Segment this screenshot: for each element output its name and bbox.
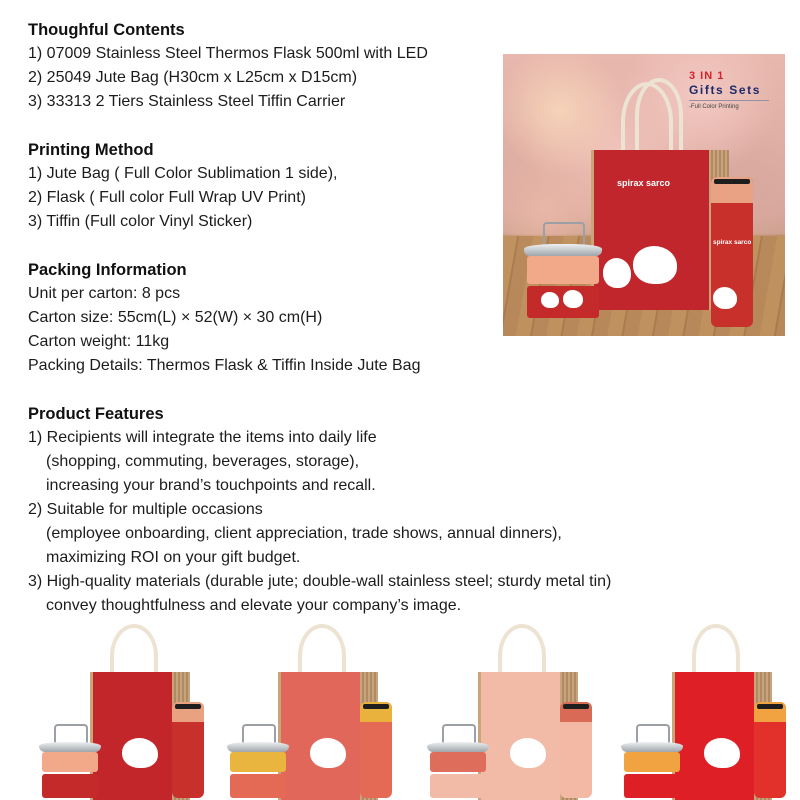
tiffin-carrier (42, 742, 98, 798)
horse-motif (563, 290, 583, 308)
tag-3in1: 3 IN 1 (689, 70, 725, 82)
tiffin-lid (39, 742, 101, 752)
brand-logo: spirax sarco (713, 239, 752, 246)
variant-thumbnail-4 (612, 620, 792, 800)
thermos-flask (754, 702, 786, 798)
led-display (563, 704, 590, 709)
led-display (757, 704, 784, 709)
tiffin-tier-top (430, 752, 486, 772)
section-title: Thoughful Contents (28, 21, 185, 39)
tiffin-tier-bottom (42, 774, 98, 798)
jute-bag (478, 672, 560, 800)
led-display (175, 704, 202, 709)
printing-item: 2) Flask ( Full color Full Wrap UV Print) (28, 189, 306, 206)
jute-bag (591, 150, 709, 310)
jute-bag (278, 672, 360, 800)
feature-item: 3) High-quality materials (durable jute; double-wall stainless steel; sturdy metal tin) (28, 573, 612, 590)
bag-front (278, 672, 360, 800)
section-title: Packing Information (28, 261, 187, 279)
tiffin-lid (524, 244, 602, 256)
feature-item: 2) Suitable for multiple occasions (28, 501, 263, 518)
content-item: 1) 07009 Stainless Steel Thermos Flask 500ml with LED (28, 45, 428, 62)
tag-full-color: -Full Color Printing (689, 104, 739, 110)
section-title: Product Features (28, 405, 164, 423)
tiffin-carrier (230, 742, 286, 798)
tag-gift-sets: Gifts Sets (689, 83, 762, 97)
feature-item: (shopping, commuting, beverages, storage), (46, 453, 360, 470)
variant-thumbnail-2 (218, 620, 398, 800)
thermos-flask (711, 177, 753, 327)
content-item: 3) 33313 2 Tiers Stainless Steel Tiffin Carrier (28, 93, 346, 110)
tiffin-tier-top (624, 752, 680, 772)
tag-divider (689, 100, 769, 101)
section-title: Printing Method (28, 141, 154, 159)
thermos-flask (172, 702, 204, 798)
tiffin-tier-top (42, 752, 98, 772)
section-contents (28, 18, 508, 114)
feature-item: (employee onboarding, client appreciation, trade shows, annual dinners), (46, 525, 562, 542)
section-printing (28, 138, 508, 234)
variant-thumbnail-1 (30, 620, 210, 800)
tiffin-carrier (624, 742, 680, 798)
horse-motif (122, 738, 158, 768)
horse-motif (310, 738, 346, 768)
tiffin-lid (427, 742, 489, 752)
bag-handle (635, 78, 683, 152)
product-description (28, 18, 612, 642)
tiffin-tier-top (527, 256, 599, 284)
variant-thumbnail-3 (418, 620, 598, 800)
horse-motif (713, 287, 737, 309)
thermos-flask (560, 702, 592, 798)
feature-item: 1) Recipients will integrate the items into daily life (28, 429, 377, 446)
horse-motif (704, 738, 740, 768)
jute-bag (672, 672, 754, 800)
hero-product-image (503, 54, 785, 336)
horse-motif (541, 292, 559, 308)
horse-motif (603, 258, 631, 288)
tiffin-carrier (430, 742, 486, 798)
bag-front (90, 672, 172, 800)
content-item: 2) 25049 Jute Bag (H30cm x L25cm x D15cm) (28, 69, 358, 86)
section-features (28, 402, 612, 618)
tiffin-lid (621, 742, 683, 752)
tiffin-tier-top (230, 752, 286, 772)
gift-set-tag (689, 70, 769, 110)
bag-front (478, 672, 560, 800)
feature-item: increasing your brand’s touchpoints and recall. (46, 477, 376, 494)
thermos-flask (360, 702, 392, 798)
printing-item: 3) Tiffin (Full color Vinyl Sticker) (28, 213, 253, 230)
packing-item: Carton size: 55cm(L) × 52(W) × 30 cm(H) (28, 309, 323, 326)
led-display (363, 704, 390, 709)
tiffin-lid (227, 742, 289, 752)
section-packing (28, 258, 508, 378)
horse-motif (510, 738, 546, 768)
led-display (714, 179, 749, 184)
horse-motif (633, 246, 677, 284)
jute-bag (90, 672, 172, 800)
packing-item: Unit per carton: 8 pcs (28, 285, 181, 302)
bag-front (672, 672, 754, 800)
tiffin-tier-bottom (624, 774, 680, 798)
tiffin-tier-bottom (430, 774, 486, 798)
feature-item: convey thoughtfulness and elevate your company’s image. (46, 597, 462, 614)
packing-item: Packing Details: Thermos Flask & Tiffin Inside Jute Bag (28, 357, 421, 374)
printing-item: 1) Jute Bag ( Full Color Sublimation 1 side), (28, 165, 338, 182)
feature-item: maximizing ROI on your gift budget. (46, 549, 301, 566)
packing-item: Carton weight: 11kg (28, 333, 170, 350)
tiffin-tier-bottom (230, 774, 286, 798)
brand-logo: spirax sarco (617, 178, 671, 188)
tiffin-carrier (527, 244, 599, 320)
